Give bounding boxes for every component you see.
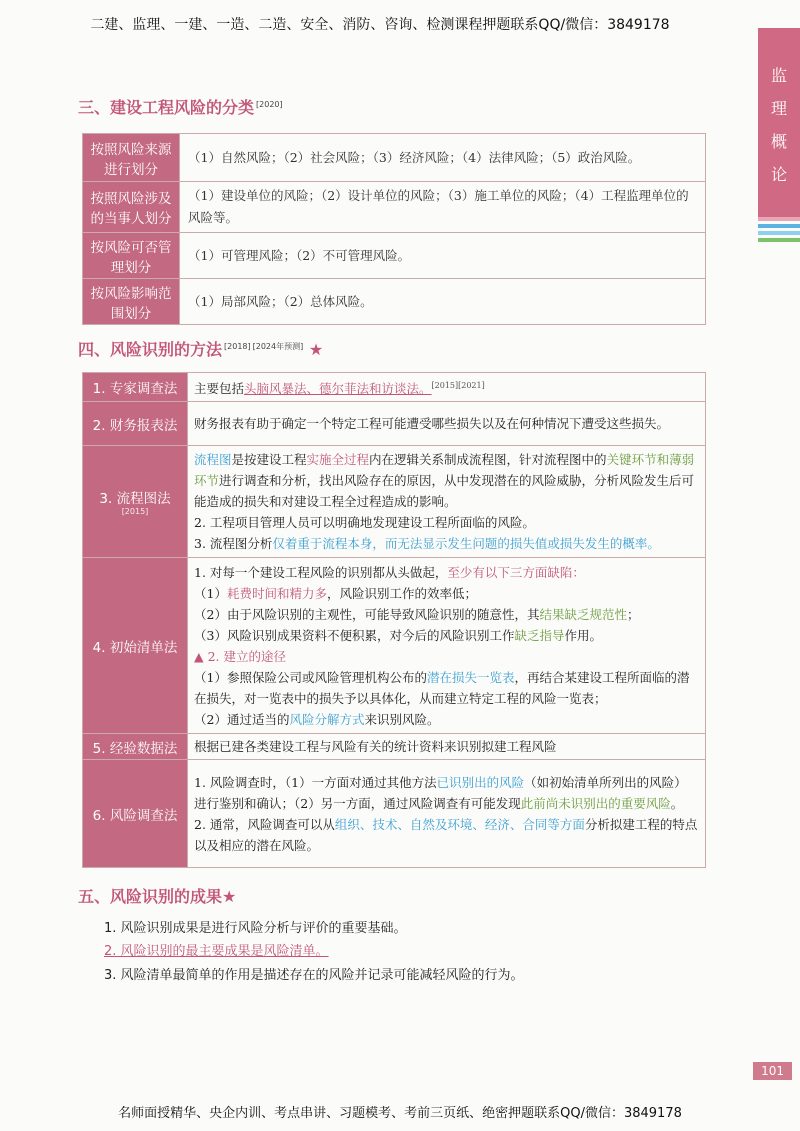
row-label: 按风险可否管理划分 [83, 233, 180, 279]
page-number: 101 [753, 1062, 792, 1080]
method-content: 根据已建各类建设工程与风险有关的统计资料来识别拟建工程风险 [188, 734, 706, 760]
section-4-title: 四、风险识别的方法 [2018] [2024年预测] ★ [78, 340, 324, 359]
footer-advertisement: 名师面授精华、央企内训、考点串讲、习题模考、考前三页纸、绝密押题联系QQ/微信：3849178 [118, 1106, 682, 1121]
side-tab-char: 理 [770, 99, 787, 118]
method-label: 3. 流程图法 [2015] [83, 446, 188, 558]
side-tab-char: 监 [770, 66, 787, 85]
method-label: 1. 专家调查法 [83, 373, 188, 402]
row-content: （1）局部风险；（2）总体风险。 [180, 279, 706, 325]
star-icon: ★ [222, 887, 237, 906]
risk-identification-methods-table [82, 372, 706, 868]
row-label: 按照风险涉及的当事人划分 [83, 182, 180, 233]
side-chapter-tab [758, 28, 800, 220]
row-label: 按风险影响范围划分 [83, 279, 180, 325]
section-3-title: 三、建设工程风险的分类 [2020] [78, 98, 283, 117]
table-row [83, 402, 706, 446]
header-advertisement: 二建、监理、一建、一造、二造、安全、消防、咨询、检测课程押题联系QQ/微信：3849178 [90, 17, 670, 33]
result-item: 3. 风险清单最简单的作用是描述存在的风险并记录可能减轻风险的行为。 [104, 968, 524, 983]
row-label: 按照风险来源进行划分 [83, 134, 180, 182]
table-row [83, 760, 706, 868]
year-tag: [2018] [224, 341, 251, 351]
method-label: 5. 经验数据法 [83, 734, 188, 760]
table-row [83, 182, 706, 233]
forecast-tag: [2024年预测] [252, 341, 304, 351]
result-item: 1. 风险识别成果是进行风险分析与评价的重要基础。 [104, 921, 407, 936]
method-label: 2. 财务报表法 [83, 402, 188, 446]
row-content: （1）建设单位的风险；（2）设计单位的风险；（3）施工单位的风险；（4）工程监理单位的风险等。 [180, 182, 706, 233]
side-decor-bars [758, 210, 800, 245]
table-row [83, 558, 706, 734]
method-content: 流程图是按建设工程实施全过程内在逻辑关系制成流程图，针对流程图中的关键环节和薄弱环节进行调查和分析，找出风险存在的原因，从中发现潜在的风险威胁，分析风险发生后可能造成的损失和对建设工程全过程造成的影响。 2. 工程项目管理人员可以明确地发现建设工程所面临的风险。 3. 流程图分析仅着重于流程本身，而无法显示发生问题的损失值或损失发生的概率。 [188, 446, 706, 558]
result-item: 2. 风险识别的最主要成果是风险清单。 [104, 944, 329, 959]
star-icon: ★ [308, 340, 324, 359]
row-content: （1）自然风险；（2）社会风险；（3）经济风险；（4）法律风险；（5）政治风险。 [180, 134, 706, 182]
method-content: 1. 对每一个建设工程风险的识别都从头做起，至少有以下三方面缺陷： （1）耗费时间和精力多，风险识别工作的效率低； （2）由于风险识别的主观性，可能导致风险识别的随意性，其结果缺乏规范性； （3）风险识别成果资料不便积累，对今后的风险识别工作缺乏指导作用。 ▲ 2. 建立的途径 （1）参照保险公司或风险管理机构公布的潜在损失一览表，再结合某建设工程所面临的潜在损失，对一览表中的损失予以具体化，从而建立特定工程的风险一览表； （2）通过适当的风险分解方式来识别风险。 [188, 558, 706, 734]
sub-heading: ▲ 2. 建立的途径 [194, 648, 286, 664]
method-label: 6. 风险调查法 [83, 760, 188, 868]
year-tag: [2020] [256, 99, 283, 109]
section-5-title: 五、风险识别的成果★ [78, 887, 237, 906]
table-row [83, 233, 706, 279]
table-row [83, 734, 706, 760]
table-row [83, 134, 706, 182]
side-tab-char: 概 [770, 132, 787, 151]
method-content: 财务报表有助于确定一个特定工程可能遭受哪些损失以及在何种情况下遭受这些损失。 [188, 402, 706, 446]
side-tab-char: 论 [770, 165, 787, 184]
table-row [83, 279, 706, 325]
table-row [83, 373, 706, 402]
method-label: 4. 初始清单法 [83, 558, 188, 734]
table-row [83, 446, 706, 558]
method-content: 主要包括头脑风暴法、德尔菲法和访谈法。[2015][2021] [188, 373, 706, 402]
row-content: （1）可管理风险；（2）不可管理风险。 [180, 233, 706, 279]
risk-classification-table [82, 133, 706, 325]
method-content: 1. 风险调查时，（1）一方面对通过其他方法已识别出的风险（如初始清单所列出的风险）进行鉴别和确认；（2）另一方面，通过风险调查有可能发现此前尚未识别出的重要风险。 2. 通常，风险调查可以从组织、技术、自然及环境、经济、合同等方面分析拟建工程的特点以及相应的潜在风险。 [188, 760, 706, 868]
